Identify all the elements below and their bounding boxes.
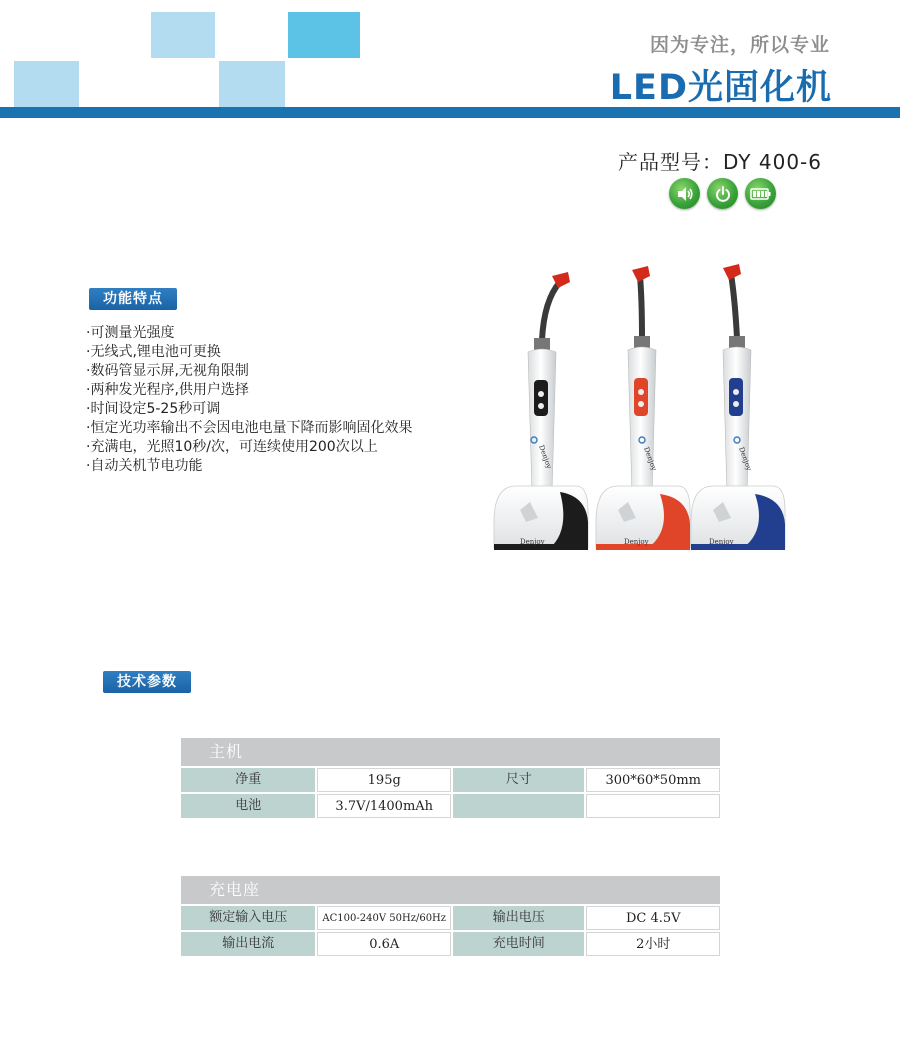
header-block: [219, 61, 285, 107]
feature-list: [86, 324, 412, 476]
table-row: [181, 794, 720, 818]
feature-icon-row: [669, 178, 776, 210]
spec-value: 2小时: [586, 932, 720, 956]
spec-value: DC 4.5V: [586, 906, 720, 930]
header-block: [288, 12, 360, 58]
feature-item: ·充满电，光照10秒/次，可连续使用200次以上: [86, 439, 378, 455]
curing-light-blue: [691, 264, 785, 550]
header-block: [14, 61, 79, 107]
spec-label: 净重: [181, 768, 315, 792]
spec-value: 300*60*50mm: [586, 768, 720, 792]
feature-item: ·时间设定5-25秒可调: [86, 401, 221, 417]
spec-label: 充电时间: [453, 932, 585, 956]
feature-item: ·两种发光程序,供用户选择: [86, 382, 249, 398]
svg-text:Denjoy: Denjoy: [642, 445, 659, 472]
curing-light-black: [494, 272, 588, 550]
table-row: [181, 906, 720, 930]
feature-item: ·恒定光功率输出不会因电池电量下降而影响固化效果: [86, 420, 413, 436]
page-title: LED光固化机: [609, 68, 832, 108]
power-icon: [707, 178, 738, 209]
spec-label: 尺寸: [453, 768, 585, 792]
feature-item: ·可测量光强度: [86, 325, 175, 341]
product-image: [480, 260, 810, 580]
curing-light-red: [596, 266, 690, 550]
header-slogan: 因为专注，所以专业: [649, 34, 830, 56]
table-title: 主机: [181, 738, 720, 766]
svg-text:Denjoy: Denjoy: [737, 445, 754, 472]
spec-label: [453, 794, 585, 818]
model-number: 产品型号：DY 400-6: [618, 150, 822, 174]
charger-table: [181, 876, 720, 956]
spec-label: 输出电流: [181, 932, 315, 956]
table-row: [181, 932, 720, 956]
svg-text:Denjoy: Denjoy: [709, 538, 734, 546]
spec-value: 195g: [317, 768, 451, 792]
header-block: [151, 12, 215, 58]
spec-label: 输出电压: [453, 906, 585, 930]
spec-label: 额定输入电压: [181, 906, 315, 930]
spec-label: 电池: [181, 794, 315, 818]
speaker-icon: [669, 178, 700, 209]
spec-value: 3.7V/1400mAh: [317, 794, 451, 818]
specs-tag: 技术参数: [103, 671, 191, 693]
feature-item: ·自动关机节电功能: [86, 458, 203, 474]
feature-item: ·无线式,锂电池可更换: [86, 344, 221, 360]
battery-icon: [745, 178, 776, 209]
table-row: [181, 768, 720, 792]
main-unit-table: [181, 738, 720, 818]
feature-item: ·数码管显示屏,无视角限制: [86, 363, 249, 379]
spec-value: [586, 794, 720, 818]
svg-text:Denjoy: Denjoy: [520, 538, 545, 546]
svg-text:Denjoy: Denjoy: [537, 443, 554, 470]
spec-value: AC100-240V 50Hz/60Hz: [317, 906, 451, 930]
spec-value: 0.6A: [317, 932, 451, 956]
features-tag: 功能特点: [89, 288, 177, 310]
table-title: 充电座: [181, 876, 720, 904]
svg-text:Denjoy: Denjoy: [624, 538, 649, 546]
